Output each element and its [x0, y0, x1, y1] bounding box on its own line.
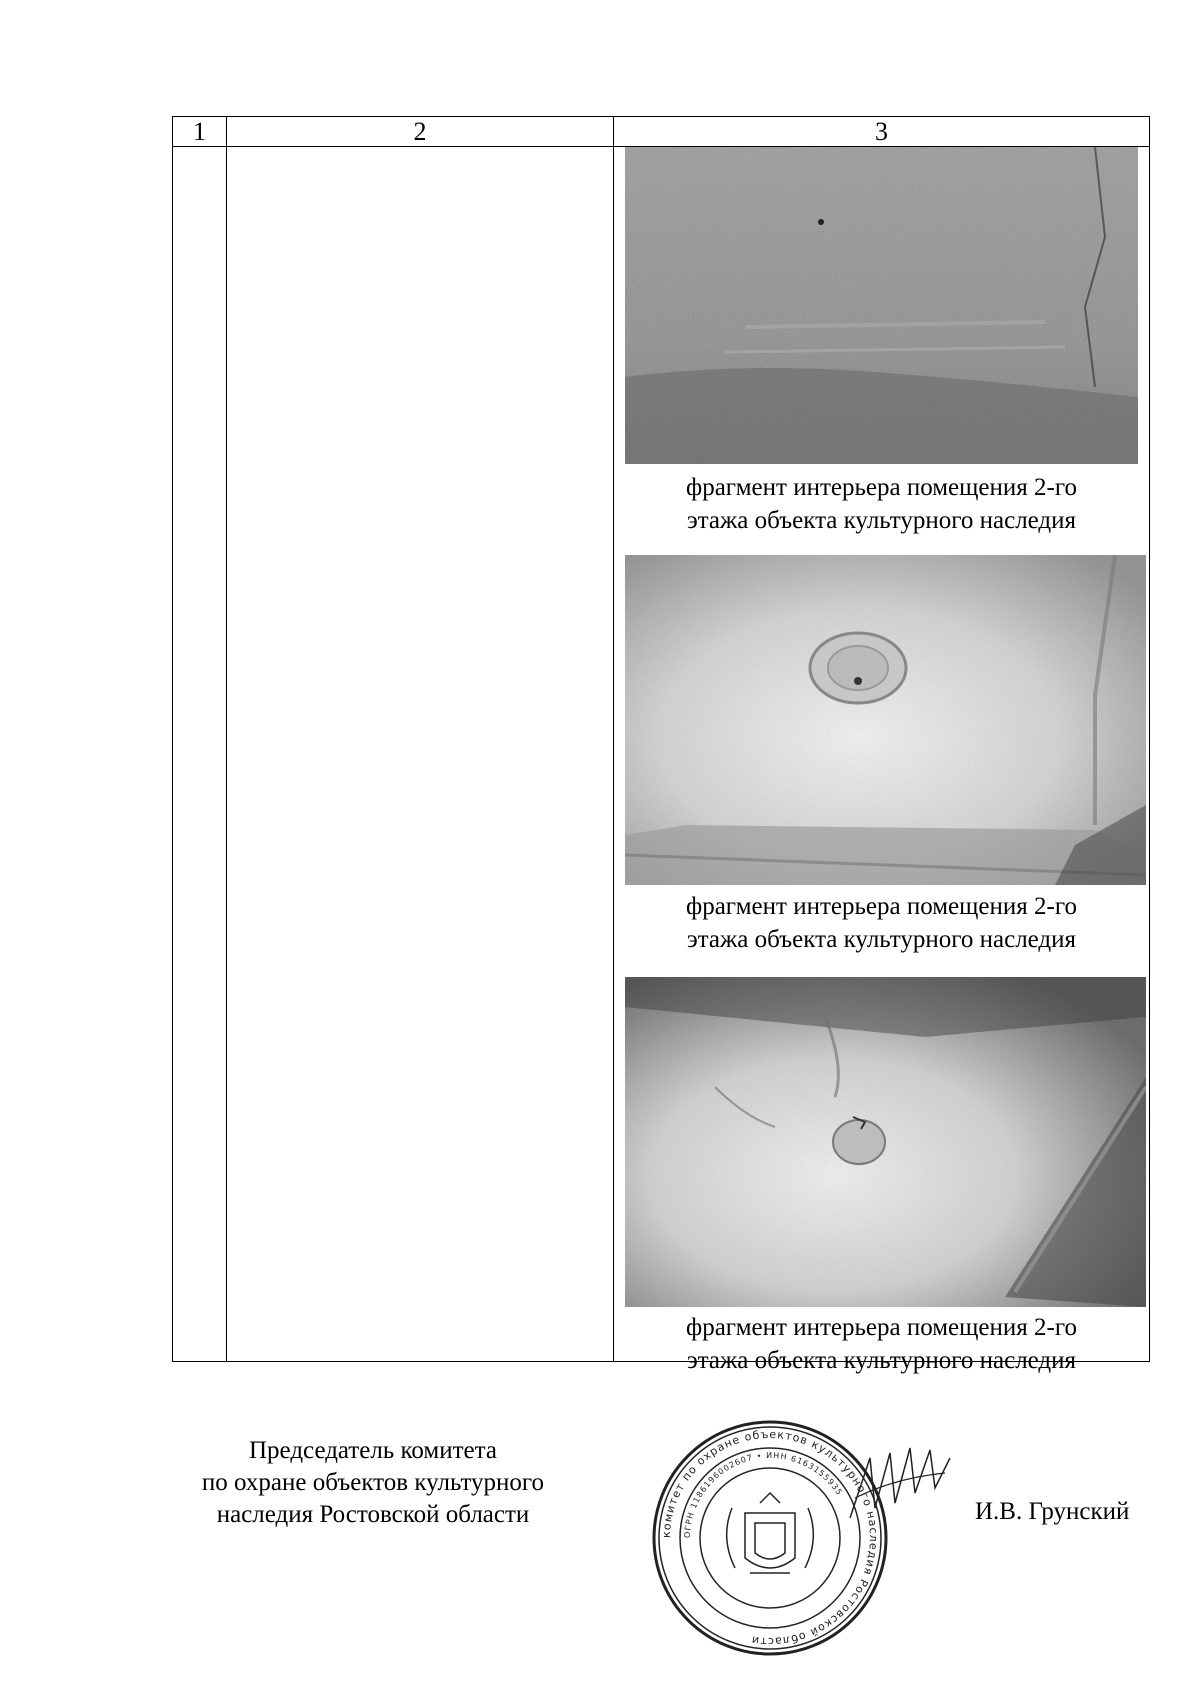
coat-of-arms-icon — [727, 1493, 814, 1573]
signatory-title-line-2: по охране объектов культурного — [201, 1469, 545, 1496]
interior-photo-2 — [625, 555, 1146, 885]
handwritten-signature — [845, 1438, 955, 1528]
photo-2-caption — [614, 890, 1149, 956]
photo-2-caption-line-1: фрагмент интерьера помещения 2-го — [686, 893, 1077, 920]
document-table — [172, 116, 1150, 1374]
body-col-3 — [614, 147, 1150, 1374]
photo-2-caption-line-2: этажа объекта культурного наследия — [686, 926, 1077, 953]
photo-1-caption — [614, 471, 1149, 537]
header-col-1: 1 — [173, 117, 227, 147]
table-body-row — [173, 147, 1150, 1362]
body-col-1 — [173, 147, 227, 1362]
stamp-outer-text: комитет по охране объектов культурного наследия Ростовской области — [659, 1427, 881, 1649]
interior-photo-3 — [625, 977, 1146, 1307]
signatory-name: И.В. Грунский — [975, 1498, 1130, 1525]
interior-photo-1 — [625, 147, 1138, 464]
signatory-title-line-1: Председатель комитета — [249, 1437, 497, 1464]
stamp-inner-text: ОГРН 1186196002607 • ИНН 6163155935 — [682, 1450, 845, 1539]
photo-1-caption-line-1: фрагмент интерьера помещения 2-го — [686, 474, 1077, 501]
body-col-2 — [227, 147, 614, 1362]
photo-3-caption-line-1: фрагмент интерьера помещения 2-го — [686, 1314, 1077, 1341]
photo-3-caption-line-2: этажа объекта культурного наследия — [686, 1347, 1077, 1374]
signatory-title-line-3: наследия Ростовской области — [216, 1501, 530, 1528]
header-col-2: 2 — [227, 117, 614, 147]
header-col-3: 3 — [614, 117, 1150, 147]
signatory-title — [178, 1435, 568, 1531]
table-header-row — [173, 117, 1150, 147]
photo-3-caption — [614, 1311, 1149, 1377]
photo-1-caption-line-2: этажа объекта культурного наследия — [686, 507, 1077, 534]
